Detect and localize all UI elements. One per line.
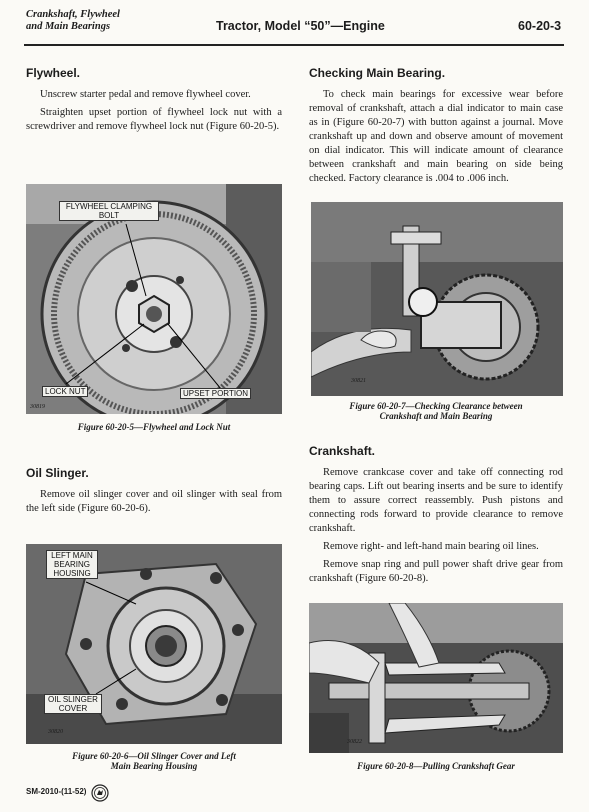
document-code: SM-2010-(11-52) bbox=[26, 787, 87, 796]
john-deere-logo-icon bbox=[91, 784, 109, 807]
figure-6-caption bbox=[26, 751, 282, 771]
checking-main-bearing-paragraph: To check main bearings for excessive wear before removal of crankshaft, attach a dial indicator to main case as in (Figure 60-20-7) with button against a journal. Move crankshaft up and down and observe amount of movement on dial indicator. This will indicate amount of clearance between crankshaft and main bearing on side being checked. Factory clearance is .004 to .006 inch. bbox=[309, 89, 563, 184]
oil-slinger-paragraph-1: Remove oil slinger cover and oil slinger with seal from the left side (Figure 60-20-6). bbox=[26, 489, 282, 514]
section-title-line2: and Main Bearings bbox=[26, 21, 111, 32]
photo-number: 30820 bbox=[48, 729, 63, 735]
crankshaft-section bbox=[309, 444, 563, 586]
crankshaft-heading: Crankshaft. bbox=[309, 444, 376, 458]
figure-flywheel-photo bbox=[26, 184, 282, 414]
callout-oil-slinger-cover: OIL SLINGER COVER bbox=[44, 694, 102, 714]
figure-5-caption: Figure 60-20-5—Flywheel and Lock Nut bbox=[77, 422, 231, 432]
section-title bbox=[26, 9, 120, 33]
checking-main-bearing-heading: Checking Main Bearing. bbox=[309, 66, 446, 80]
callout-flywheel-clamping-bolt: FLYWHEEL CLAMPING BOLT bbox=[59, 201, 159, 221]
flywheel-paragraph-1: Unscrew starter pedal and remove flywheel cover. bbox=[40, 89, 251, 100]
figure-6-caption-line2: Main Bearing Housing bbox=[110, 761, 198, 771]
gear-puller-illustration bbox=[309, 603, 563, 753]
callout-lock-nut: LOCK NUT bbox=[42, 386, 88, 397]
oil-slinger-heading: Oil Slinger. bbox=[26, 466, 89, 480]
section-title-line1: Crankshaft, Flywheel bbox=[26, 9, 120, 20]
checking-main-bearing-section bbox=[309, 66, 563, 186]
figure-dial-indicator-photo bbox=[311, 202, 563, 396]
header-rule bbox=[24, 44, 564, 46]
oil-slinger-section bbox=[26, 466, 282, 516]
figure-7-caption-line1: Figure 60-20-7—Checking Clearance between bbox=[349, 401, 523, 411]
figure-8-caption: Figure 60-20-8—Pulling Crankshaft Gear bbox=[357, 761, 515, 771]
photo-number: 30819 bbox=[30, 404, 45, 410]
crankshaft-paragraph-2: Remove right- and left-hand main bearing oil lines. bbox=[323, 541, 539, 552]
figure-oil-slinger-photo bbox=[26, 544, 282, 744]
page-number: 60-20-3 bbox=[518, 19, 562, 33]
dial-indicator-illustration bbox=[311, 202, 563, 396]
figure-7-caption-line2: Crankshaft and Main Bearing bbox=[379, 411, 493, 421]
photo-number: 30822 bbox=[347, 739, 362, 745]
flywheel-heading: Flywheel. bbox=[26, 66, 81, 80]
flywheel-paragraph-2: Straighten upset portion of flywheel lock nut with a screwdriver and remove flywheel lock nut (Figure 60-20-5). bbox=[26, 107, 282, 132]
figure-gear-puller-photo bbox=[309, 603, 563, 753]
page-title: Tractor, Model “50”—Engine bbox=[216, 19, 385, 33]
figure-7-caption bbox=[309, 401, 563, 421]
callout-upset-portion: UPSET PORTION bbox=[180, 388, 251, 399]
flywheel-section bbox=[26, 66, 282, 134]
callout-left-main-bearing-housing: LEFT MAIN BEARING HOUSING bbox=[46, 550, 98, 579]
figure-6-caption-line1: Figure 60-20-6—Oil Slinger Cover and Left bbox=[72, 751, 236, 761]
photo-number: 30821 bbox=[351, 378, 366, 384]
crankshaft-paragraph-3: Remove snap ring and pull power shaft drive gear from crankshaft (Figure 60-20-8). bbox=[309, 559, 563, 584]
crankshaft-paragraph-1: Remove crankcase cover and take off connecting rod bearing caps. Lift out bearing inserts and be sure to identify them to assure correct reassembly. Push pistons and connecting rods forward to provide clearance to remove crankshaft. bbox=[309, 467, 563, 534]
